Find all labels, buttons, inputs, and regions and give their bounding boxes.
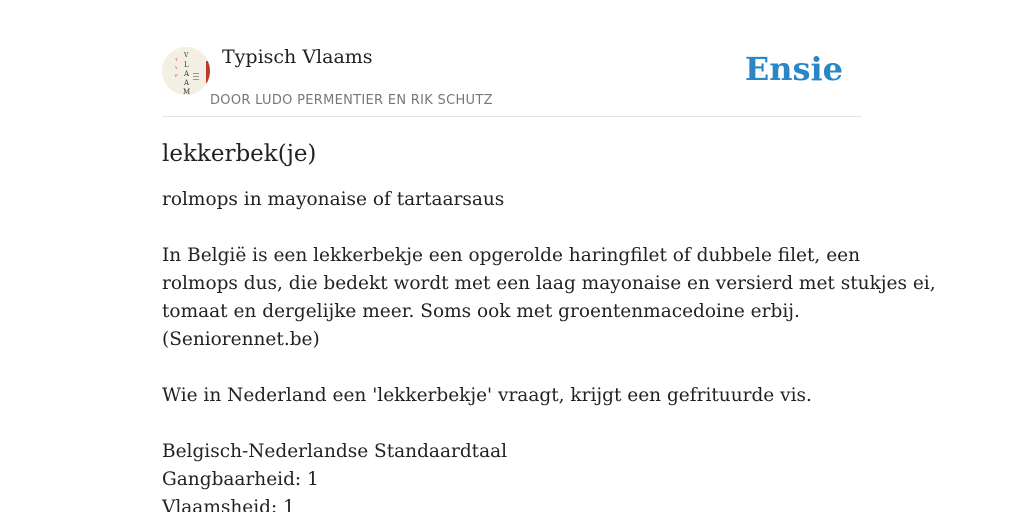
- entry-paragraph-1: [162, 242, 936, 354]
- dictionary-authors: DOOR LUDO PERMENTIER EN RIK SCHUTZ: [210, 93, 493, 108]
- entry-paragraph-2: Wie in Nederland een 'lekkerbekje' vraagt, krijgt een gefrituurde vis.: [162, 385, 812, 406]
- svg-text:Y: Y: [175, 65, 178, 70]
- svg-text:M: M: [183, 88, 191, 95]
- entry-term: lekkerbek(je): [162, 141, 317, 167]
- entry-definition: rolmops in mayonaise of tartaarsaus: [162, 189, 505, 210]
- svg-text:A: A: [184, 70, 190, 78]
- meta-gangbaarheid: Gangbaarheid: 1: [162, 469, 319, 490]
- svg-text:A: A: [184, 79, 190, 87]
- dictionary-header: [162, 40, 862, 117]
- dictionary-title[interactable]: Typisch Vlaams: [222, 46, 373, 68]
- svg-text:T: T: [175, 57, 178, 62]
- svg-text:V: V: [184, 52, 189, 59]
- dictionary-avatar[interactable]: [162, 47, 210, 95]
- svg-text:P: P: [175, 73, 178, 78]
- meta-vlaamsheid: Vlaamsheid: 1: [162, 497, 295, 512]
- meta-language: Belgisch-Nederlandse Standaardtaal: [162, 441, 508, 462]
- ensie-logo-link[interactable]: Ensie: [744, 50, 843, 88]
- paragraph-line: (Seniorennet.be): [162, 329, 320, 350]
- paragraph-line: rolmops dus, die bedekt wordt met een laag mayonaise en versierd met stukjes ei,: [162, 273, 936, 294]
- svg-text:L: L: [184, 61, 189, 69]
- book-cover-icon: [162, 47, 210, 95]
- entry-content: [162, 136, 936, 512]
- paragraph-line: In België is een lekkerbekje een opgerolde haringfilet of dubbele filet, een: [162, 245, 861, 266]
- entry-meta: [162, 438, 872, 512]
- paragraph-line: tomaat en dergelijke meer. Soms ook met groentenmacedoine erbij.: [162, 301, 800, 322]
